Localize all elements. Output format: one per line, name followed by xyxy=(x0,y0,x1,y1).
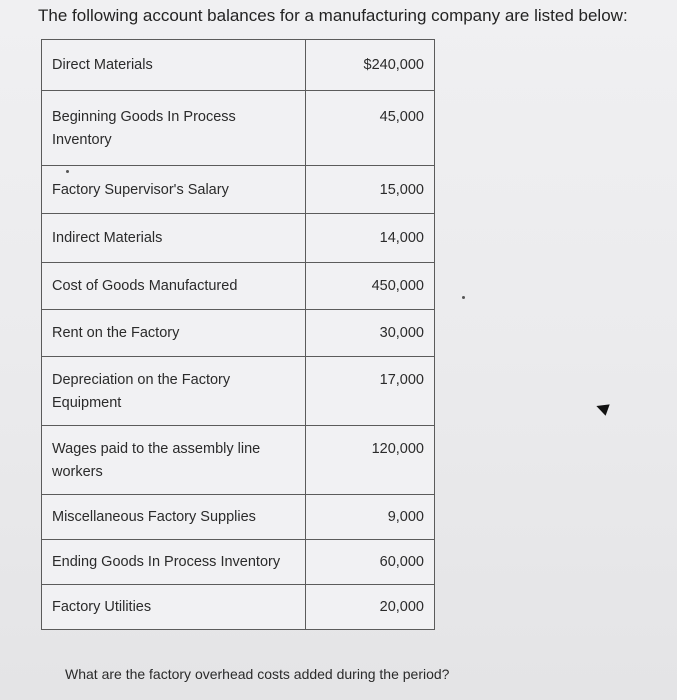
account-value: 14,000 xyxy=(379,230,424,246)
account-label: Wages paid to the assembly line workers xyxy=(42,426,306,494)
account-label: Rent on the Factory xyxy=(42,310,306,356)
account-label: Direct Materials xyxy=(42,40,306,90)
account-label: Cost of Goods Manufactured xyxy=(42,263,306,309)
account-value: 9,000 xyxy=(387,509,424,525)
account-value: 60,000 xyxy=(379,554,424,570)
account-value: 15,000 xyxy=(379,182,424,198)
table-row xyxy=(42,495,434,540)
account-value: 45,000 xyxy=(379,109,424,125)
table-row xyxy=(42,40,434,91)
table-row xyxy=(42,357,434,426)
account-value: 20,000 xyxy=(379,599,424,615)
table-row xyxy=(42,166,434,214)
mouse-cursor-icon xyxy=(594,400,609,415)
account-label: Miscellaneous Factory Supplies xyxy=(42,495,306,539)
account-label: Factory Supervisor's Salary xyxy=(42,166,306,213)
account-value: 30,000 xyxy=(379,325,424,341)
table-row xyxy=(42,540,434,585)
account-value: 120,000 xyxy=(371,441,424,457)
table-row xyxy=(42,263,434,310)
table-row xyxy=(42,426,434,495)
account-value: 17,000 xyxy=(379,372,424,388)
screen-speck xyxy=(66,170,69,173)
account-value: 450,000 xyxy=(371,278,424,294)
account-balances-table xyxy=(41,39,435,630)
account-label: Beginning Goods In Process Inventory xyxy=(42,91,306,165)
page-heading: The following account balances for a manufacturing company are listed below: xyxy=(38,6,628,25)
question-text: What are the factory overhead costs added during the period? xyxy=(65,666,450,682)
account-label: Ending Goods In Process Inventory xyxy=(42,540,306,584)
table-row xyxy=(42,214,434,263)
screen-speck xyxy=(462,296,465,299)
table-row xyxy=(42,91,434,166)
account-label: Depreciation on the Factory Equipment xyxy=(42,357,306,425)
account-label: Factory Utilities xyxy=(42,585,306,629)
table-row xyxy=(42,310,434,357)
table-row xyxy=(42,585,434,630)
account-label: Indirect Materials xyxy=(42,214,306,262)
account-value: $240,000 xyxy=(363,57,424,73)
